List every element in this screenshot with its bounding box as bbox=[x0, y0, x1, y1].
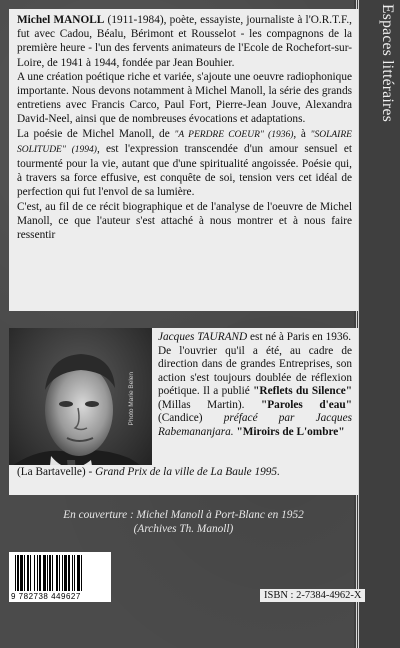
preface-credit: préfacé par Jacques Rabemananjara. bbox=[158, 412, 352, 438]
bio-intro: Jacques TAURAND est né à Paris en 1936. bbox=[158, 331, 352, 343]
summary-paragraph-1: Michel MANOLL (1911-1984), poète, essayiste, journaliste à l'O.R.T.F., fut avec Cadou, Béalu, Bérimont et Rousselot - les compagnons de la première heure - l'un des fervents animateurs de l'Ecole de Rochefort-sur-Loire, de 1941 à 1944, fondée par Jean Bouhier. bbox=[17, 14, 352, 69]
prize-mention: Grand Prix de la ville de La Baule 1995. bbox=[95, 466, 280, 478]
bio-body: De l'ouvrier qu'il a été, au cadre de direction dans de grandes Entreprises, son action s'est toujours doublée de réflexion poétique. Il a publié "Reflets du Silence" (Millas Martin). "Paroles d'eau" (Candice) préfacé par Jacques Rabemananjara. "Miroirs de L'ombre" bbox=[158, 344, 353, 438]
subject-name: Michel MANOLL bbox=[17, 14, 105, 26]
summary-paragraph-4: C'est, au fil de ce récit biographique et de l'analyse de l'oeuvre de Michel Manoll, ce que l'auteur s'est attaché à nous montrer et à nous faire ressentir bbox=[17, 200, 352, 242]
author-bio-tail: (La Bartavelle) - Grand Prix de la ville de La Baule 1995. bbox=[9, 465, 358, 495]
work-title: "A PERDRE COEUR" (1936) bbox=[174, 129, 294, 140]
side-band bbox=[354, 0, 400, 648]
author-name: Jacques TAURAND bbox=[158, 331, 248, 343]
work-title: "Miroirs de L'ombre" bbox=[233, 425, 345, 438]
isbn-label: ISBN : 2-7384-4962-X bbox=[260, 589, 365, 602]
barcode-digits: 9 782738 449627 bbox=[11, 592, 81, 601]
cover-caption-line: En couverture : Michel Manoll à Port-Blanc en 1952 bbox=[63, 509, 304, 521]
cover-caption-line: (Archives Th. Manoll) bbox=[133, 523, 234, 535]
summary-paragraph-2: A une création poétique riche et variée, s'ajoute une oeuvre radiophonique importante. Nous devons notamment à Michel Manoll, la série des grands entretiens avec Francis Carco, Paul Fort, Pierre-Jean Jouve, Alexandra David-Neel, ainsi que de nombreuses évocations et adaptations. bbox=[17, 70, 352, 126]
collection-title: Espaces littéraires bbox=[379, 4, 396, 123]
summary-panel bbox=[9, 9, 358, 311]
barcode-bars bbox=[15, 555, 105, 591]
side-band-rule bbox=[358, 0, 359, 648]
work-title: "Paroles d'eau" bbox=[261, 398, 352, 411]
work-title: "SOLAIRE SOLITUDE" (1994) bbox=[17, 129, 352, 155]
work-title: "Reflets du Silence" bbox=[253, 385, 353, 397]
cover-caption bbox=[9, 508, 358, 536]
barcode bbox=[9, 552, 111, 602]
photo-credit: Photo Marie Belen bbox=[128, 372, 135, 426]
summary-paragraph-3: La poésie de Michel Manoll, de "A PERDRE COEUR" (1936), à "SOLAIRE SOLITUDE" (1994), est l'expression transcendée d'un amour sensuel et tourmenté pour la vie, autant que d'une spiritualité angoissée. Poésie qui, à travers sa force effusive, est conquête de soi, tension vers cet idéal de perfection qui fut l'envol de sa lumière. bbox=[17, 127, 352, 199]
